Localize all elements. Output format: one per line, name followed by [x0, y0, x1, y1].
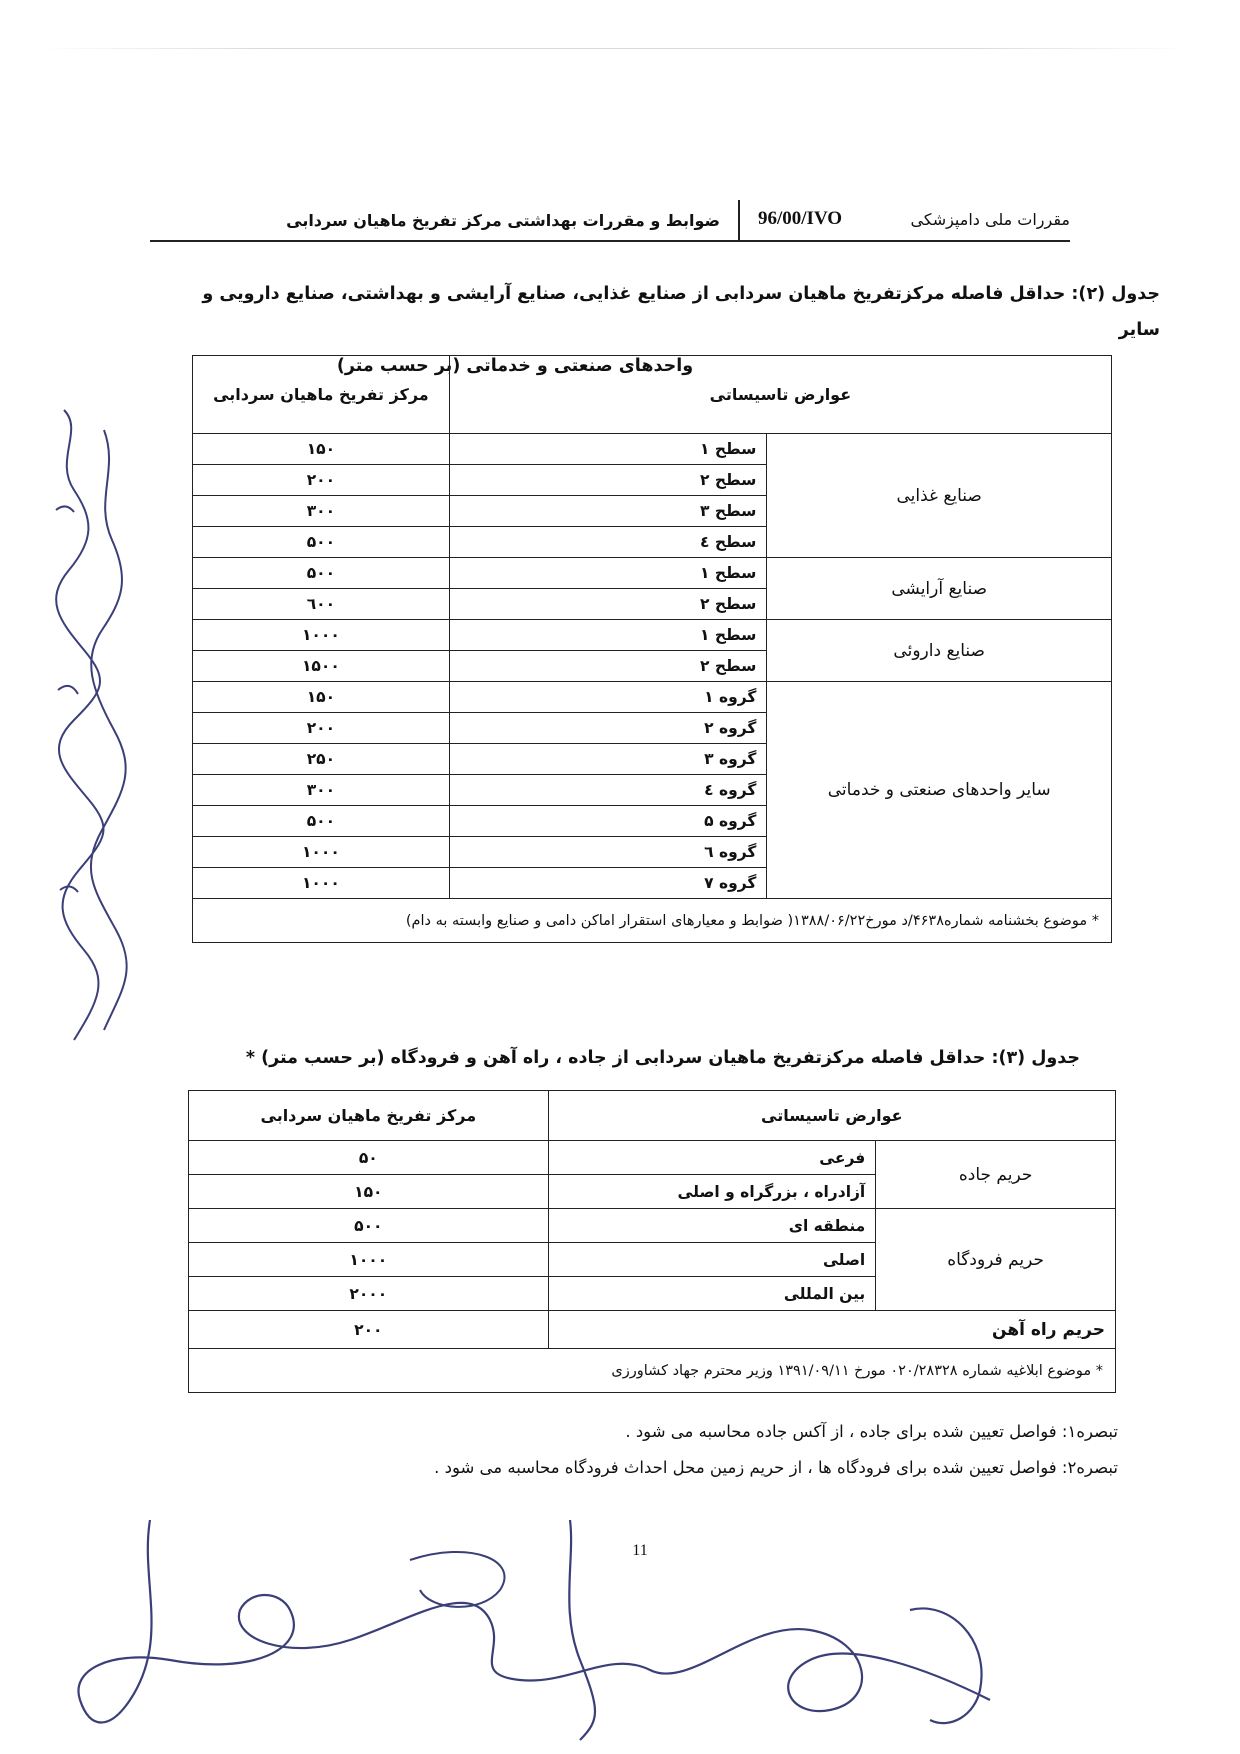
table2-group-name: صنایع آرایشی — [767, 558, 1112, 620]
table-row — [193, 434, 1112, 465]
table-row — [189, 1141, 1116, 1175]
table3-row-label: آزادراه ، بزرگراه و اصلی — [548, 1175, 876, 1209]
table2-row-value: ۱۰۰۰ — [193, 837, 450, 868]
table2-row-value: ۵۰۰ — [193, 558, 450, 589]
table3-caption: جدول (۳): حداقل فاصله مرکزتفریخ ماهیان سردابی از جاده ، راه آهن و فرودگاه (بر حسب متر) * — [245, 1048, 1080, 1068]
table3-row-value: ۵۰۰ — [189, 1209, 549, 1243]
table3-row-label: بین المللی — [548, 1277, 876, 1311]
table-row — [193, 558, 1112, 589]
table2-row-value: ۱۰۰۰ — [193, 868, 450, 899]
table3-row-value: ۵۰ — [189, 1141, 549, 1175]
page-number: 11 — [632, 1542, 648, 1559]
table3-row-value: ۱۵۰ — [189, 1175, 549, 1209]
table2-row-value: ۱۵۰ — [193, 434, 450, 465]
table2-row-label: سطح ۱ — [449, 558, 767, 589]
table2-row-label: سطح ۲ — [449, 651, 767, 682]
table2-caption-line1: جدول (۲): حداقل فاصله مرکزتفریخ ماهیان سردابی از صنایع غذایی، صنایع آرایشی و بهداشتی، صنایع دارویی و سایر — [202, 284, 1160, 340]
table2-row-value: ٦۰۰ — [193, 589, 450, 620]
table-row — [193, 620, 1112, 651]
table2-row-value: ۲۵۰ — [193, 744, 450, 775]
table2-row-label: سطح ۱ — [449, 434, 767, 465]
table2-row-label: سطح ۲ — [449, 465, 767, 496]
header-org-block — [740, 208, 1070, 240]
table2-row-value: ۳۰۰ — [193, 775, 450, 806]
remark-2: تبصره۲: فواصل تعیین شده برای فرودگاه ها ، از حریم زمین محل احداث فرودگاه محاسبه می شود . — [434, 1458, 1118, 1477]
table3 — [188, 1090, 1116, 1393]
table2-group-name: صنایع غذایی — [767, 434, 1112, 558]
table3-header-row — [189, 1091, 1116, 1141]
table3-group-airport: حریم فرودگاه — [876, 1209, 1116, 1311]
table2-row-value: ۱۰۰۰ — [193, 620, 450, 651]
table2-row-label: گروه ٦ — [449, 837, 767, 868]
table2-caption-line2: واحدهای صنعتی و خدماتی (بر حسب متر) — [336, 356, 694, 376]
table2-col-feature: عوارض تاسیساتی — [449, 356, 1111, 434]
table3-row-value: ۲۰۰۰ — [189, 1277, 549, 1311]
table3-row-label: فرعی — [548, 1141, 876, 1175]
table-row — [189, 1209, 1116, 1243]
table2-group-name: سایر واحدهای صنعتی و خدماتی — [767, 682, 1112, 899]
table2-row-label: گروه ۲ — [449, 713, 767, 744]
table3-footnote-row — [189, 1349, 1116, 1393]
table3-row-label: منطقه ای — [548, 1209, 876, 1243]
table3-row-label: اصلی — [548, 1243, 876, 1277]
table2-footnote-row — [193, 899, 1112, 943]
table2-row-label: گروه ۷ — [449, 868, 767, 899]
table2-row-value: ۲۰۰ — [193, 465, 450, 496]
table2-col-center: مرکز تفریخ ماهیان سردابی — [193, 356, 450, 434]
signature-scribble — [50, 1500, 1180, 1750]
table2-row-value: ۵۰۰ — [193, 527, 450, 558]
table3-col-center: مرکز تفریخ ماهیان سردابی — [189, 1091, 549, 1141]
table2-row-value: ۲۰۰ — [193, 713, 450, 744]
table2-row-label: سطح ۳ — [449, 496, 767, 527]
table3-footnote: * موضوع ابلاغیه شماره ۰۲۰/۲۸۳۲۸ مورخ ۱۳۹۱/۰۹/۱۱ وزیر محترم جهاد کشاورزی — [189, 1349, 1116, 1393]
table2-group-name: صنایع داروئی — [767, 620, 1112, 682]
remark-1: تبصره۱: فواصل تعیین شده برای جاده ، از آکس جاده محاسبه می شود . — [625, 1422, 1118, 1441]
table2-row-label: گروه ٤ — [449, 775, 767, 806]
table2-row-label: سطح ۱ — [449, 620, 767, 651]
header-org: مقررات ملی دامپزشکی — [910, 209, 1070, 229]
table2-row-label: گروه ۱ — [449, 682, 767, 713]
table2-body — [193, 434, 1112, 899]
table3-row-value: ۲۰۰ — [189, 1311, 549, 1349]
table2-row-value: ۱۵۰۰ — [193, 651, 450, 682]
page-header — [150, 196, 1070, 242]
table-row — [193, 682, 1112, 713]
table3-row-value: ۱۰۰۰ — [189, 1243, 549, 1277]
table2-row-label: گروه ۵ — [449, 806, 767, 837]
header-title: ضوابط و مقررات بهداشتی مرکز تفریخ ماهیان سردابی — [286, 211, 720, 230]
table2-row-value: ۵۰۰ — [193, 806, 450, 837]
table2 — [192, 355, 1112, 943]
table3-group-railway: حریم راه آهن — [548, 1311, 1115, 1349]
table2-row-value: ۱۵۰ — [193, 682, 450, 713]
table2-row-label: سطح ۲ — [449, 589, 767, 620]
margin-handwriting — [44, 390, 134, 1070]
table-row — [189, 1311, 1116, 1349]
table2-row-label: سطح ٤ — [449, 527, 767, 558]
table3-group-road: حریم جاده — [876, 1141, 1116, 1209]
table2-header-row — [193, 356, 1112, 434]
table3-col-feature: عوارض تاسیساتی — [548, 1091, 1115, 1141]
table2-row-label: گروه ۳ — [449, 744, 767, 775]
table2-footnote: * موضوع بخشنامه شماره۴۶۳۸/د مورخ۱۳۸۸/۰۶/۲۲( ضوابط و معیارهای استقرار اماکن دامی و صنایع وابسته به دام) — [193, 899, 1112, 943]
scan-edge-line — [40, 48, 1190, 49]
table2-row-value: ۳۰۰ — [193, 496, 450, 527]
header-separator — [738, 200, 740, 240]
header-code: 96/00/IVO — [758, 208, 843, 229]
